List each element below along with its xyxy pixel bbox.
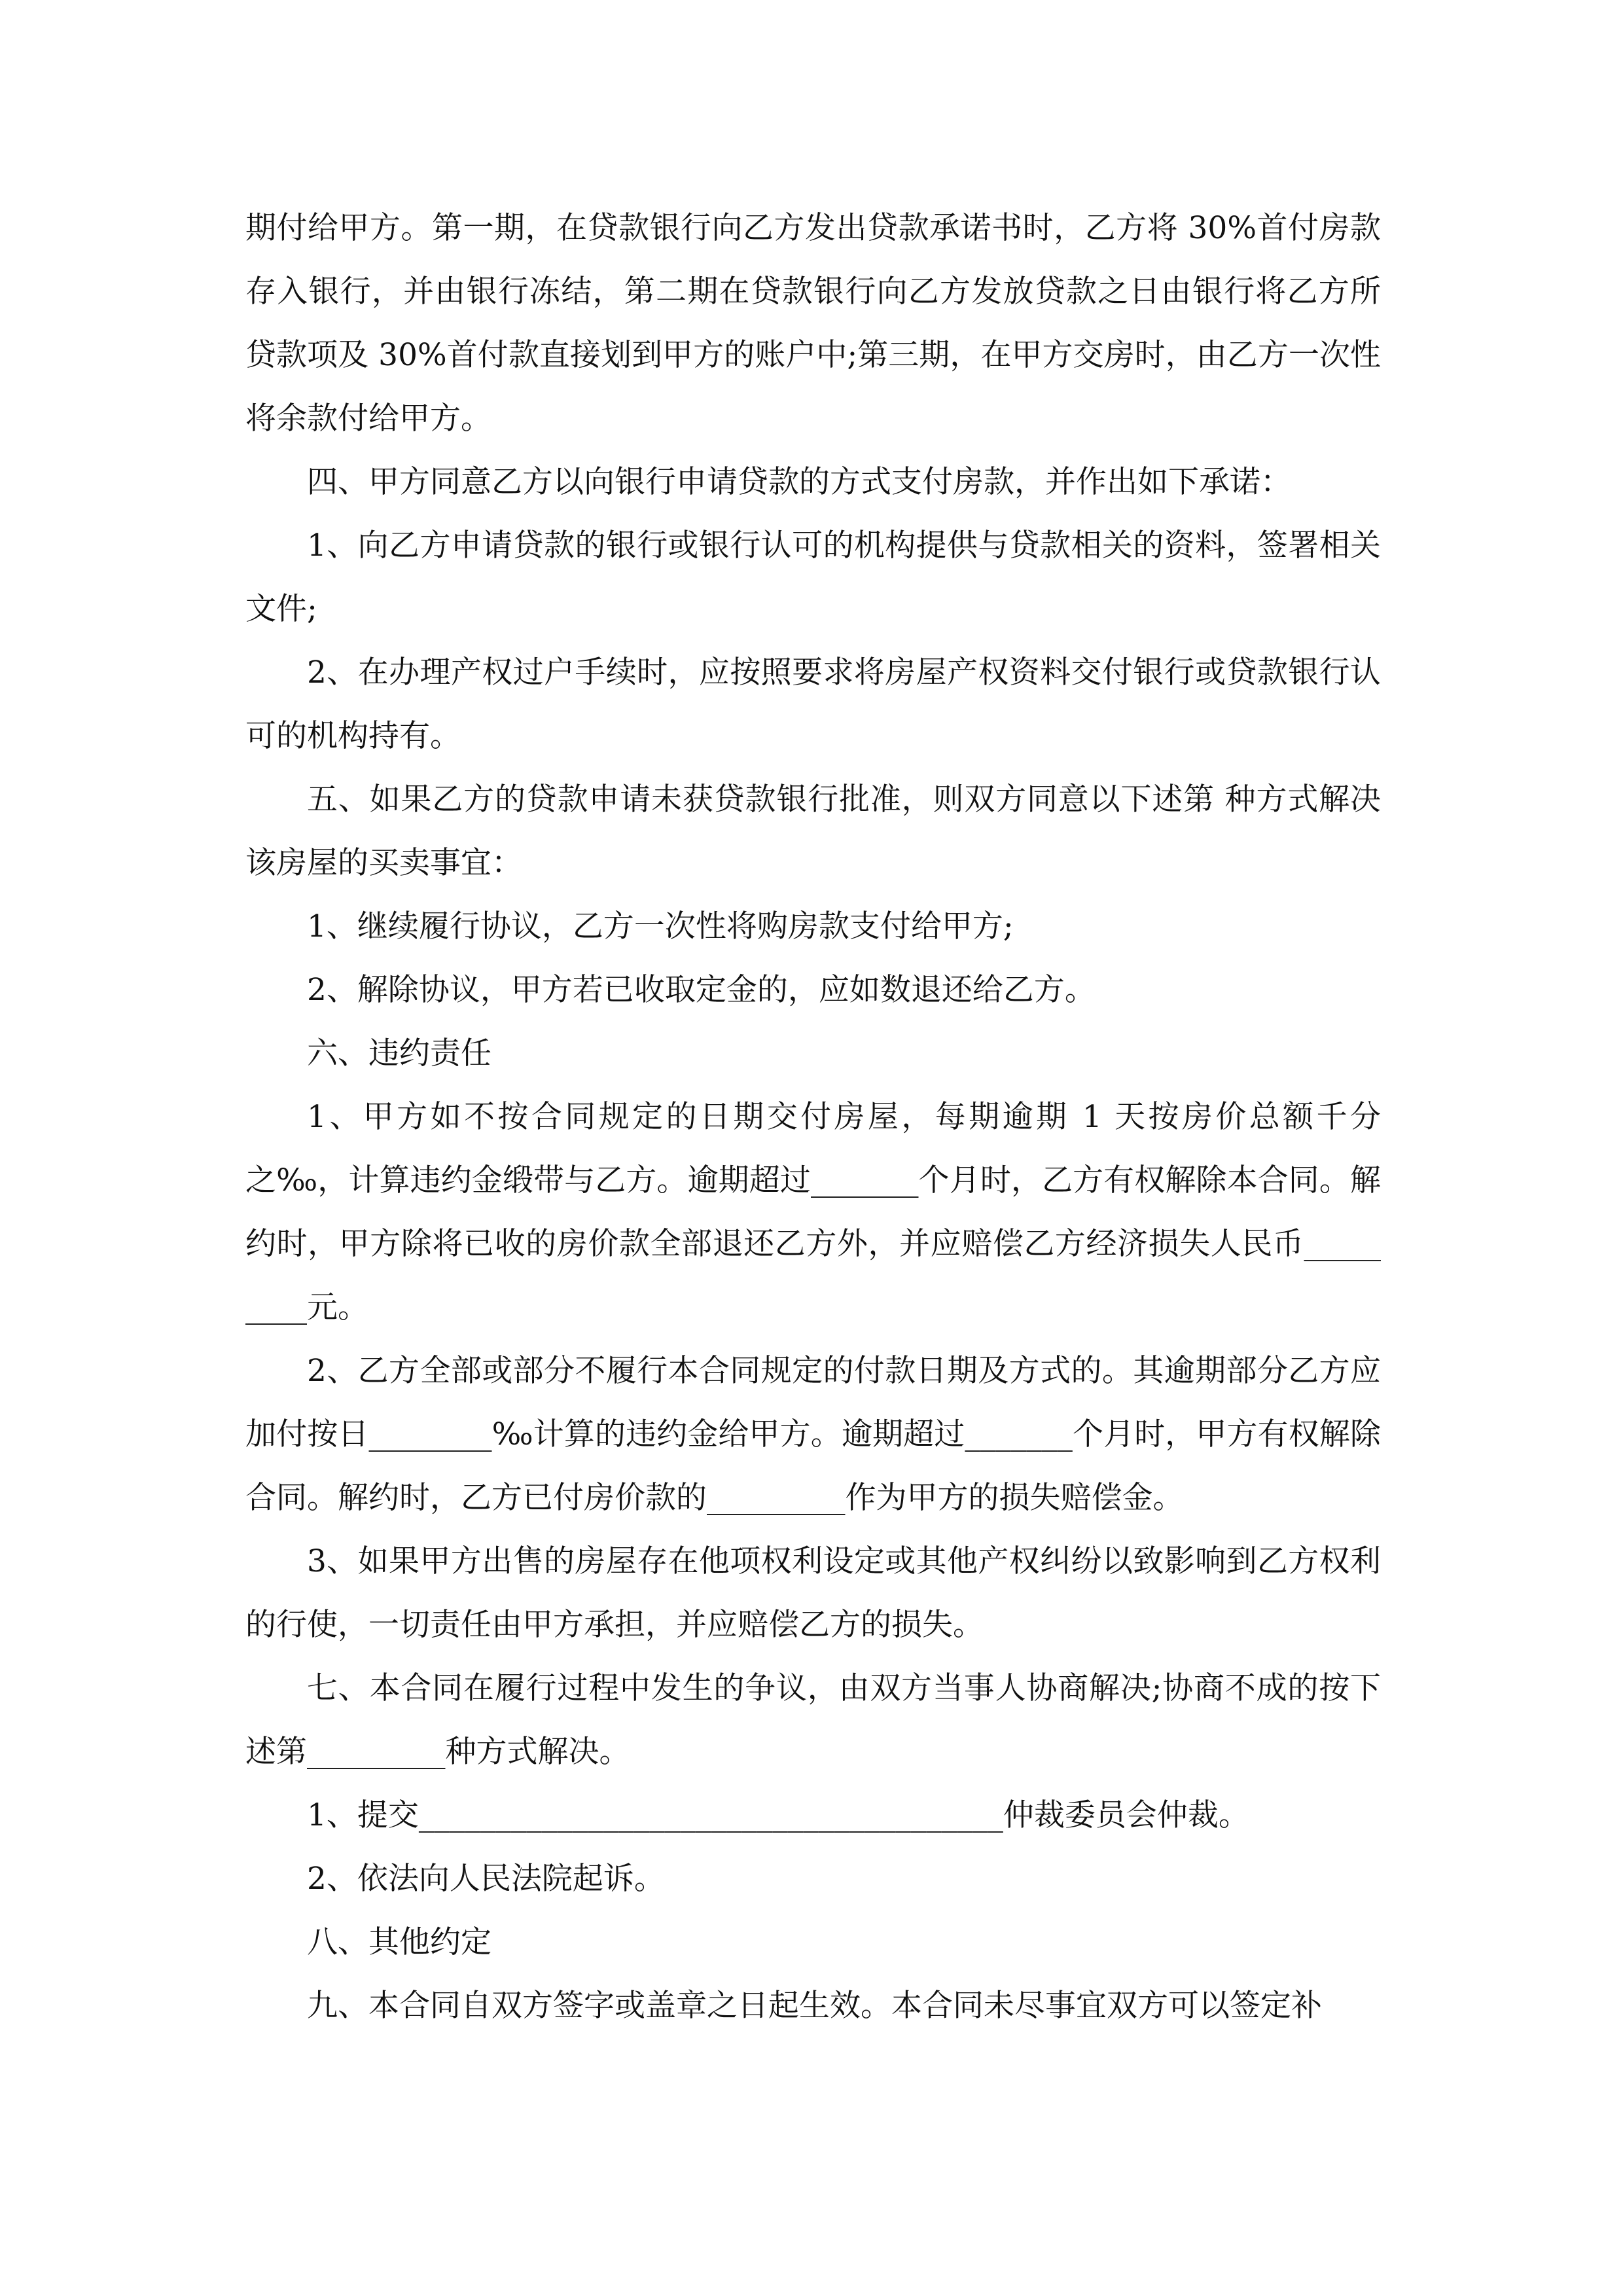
clause: 1、甲方如不按合同规定的日期交付房屋，每期逾期 1 天按房价总额千分之‰，计算违约金缎带与乙方。逾期超过_______个月时，乙方有权解除本合同。解约时，甲方除将已收的房价款全部退还乙方外，并应赔偿乙方经济损失人民币_________元。 [245, 1099, 1381, 1325]
section-heading: 四、甲方同意乙方以向银行申请贷款的方式支付房款，并作出如下承诺： [307, 464, 1291, 500]
paragraph: 期付给甲方。第一期，在贷款银行向乙方发出贷款承诺书时，乙方将 30%首付房款存入银行，并由银行冻结，第二期在贷款银行向乙方发放贷款之日由银行将乙方所贷款项及 30%首付款直接划到甲方的账户中;第三期，在甲方交房时，由乙方一次性将余款付给甲方。 [245, 210, 1381, 437]
clause: 3、如果甲方出售的房屋存在他项权利设定或其他产权纠纷以致影响到乙方权利的行使，一切责任由甲方承担，并应赔偿乙方的损失。 [245, 1543, 1381, 1643]
section-heading: 九、本合同自双方签字或盖章之日起生效。本合同未尽事宜双方可以签定补 [307, 1988, 1322, 2024]
section-heading: 七、本合同在履行过程中发生的争议，由双方当事人协商解决;协商不成的按下述第_________种方式解决。 [245, 1670, 1381, 1770]
clause: 2、在办理产权过户手续时，应按照要求将房屋产权资料交付银行或贷款银行认可的机构持有。 [245, 655, 1381, 754]
contract-body [245, 196, 1381, 2037]
clause: 1、向乙方申请贷款的银行或银行认可的机构提供与贷款相关的资料，签署相关文件; [245, 528, 1381, 627]
clause: 2、乙方全部或部分不履行本合同规定的付款日期及方式的。其逾期部分乙方应加付按日________‰计算的违约金给甲方。逾期超过_______个月时，甲方有权解除合同。解约时，乙方已付房价款的_________作为甲方的损失赔偿金。 [245, 1353, 1381, 1516]
section-heading: 六、违约责任 [307, 1035, 491, 1071]
clause: 1、继续履行协议，乙方一次性将购房款支付给甲方; [307, 908, 1014, 944]
clause: 2、依法向人民法院起诉。 [307, 1861, 665, 1897]
section-heading: 五、如果乙方的贷款申请未获贷款银行批准，则双方同意以下述第 种方式解决该房屋的买卖事宜： [245, 781, 1381, 881]
clause: 2、解除协议，甲方若已收取定金的，应如数退还给乙方。 [307, 972, 1096, 1008]
section-heading: 八、其他约定 [307, 1924, 491, 1960]
clause: 1、提交______________________________________仲裁委员会仲裁。 [307, 1797, 1249, 1833]
